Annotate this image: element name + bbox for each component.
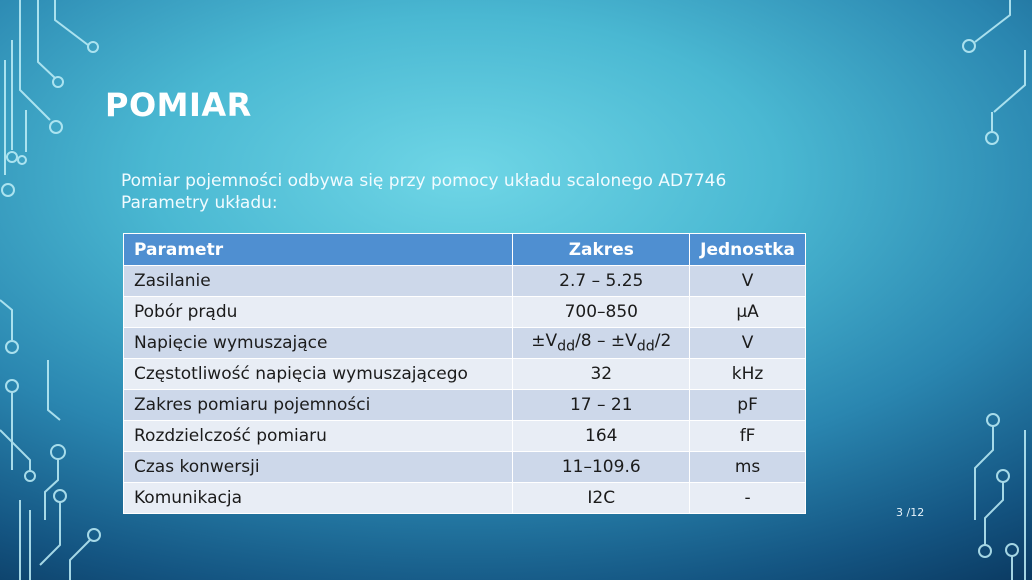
cell-parametr: Napięcie wymuszające [124, 328, 513, 359]
table-row [124, 328, 806, 359]
table-row [124, 266, 806, 297]
header-parametr: Parametr [124, 234, 513, 266]
parameters-table [123, 233, 806, 514]
slide-title: POMIAR [105, 86, 252, 124]
table-row [124, 483, 806, 514]
cell-zakres [513, 328, 690, 359]
page-number: 3 /12 [896, 506, 925, 519]
table-row [124, 421, 806, 452]
header-jednostka: Jednostka [690, 234, 806, 266]
subscript-dd: dd [557, 338, 576, 355]
cell-jednostka: ms [690, 452, 806, 483]
cell-jednostka: V [690, 328, 806, 359]
cell-zakres: 32 [513, 359, 690, 390]
cell-zakres: 164 [513, 421, 690, 452]
table-row [124, 390, 806, 421]
cell-zakres: 700–850 [513, 297, 690, 328]
cell-parametr: Komunikacja [124, 483, 513, 514]
cell-parametr: Częstotliwość napięcia wymuszającego [124, 359, 513, 390]
header-zakres: Zakres [513, 234, 690, 266]
table-row [124, 452, 806, 483]
slide-body-text [121, 170, 726, 214]
subscript-dd: dd [636, 338, 655, 355]
cell-zakres: I2C [513, 483, 690, 514]
cell-parametr: Zakres pomiaru pojemności [124, 390, 513, 421]
cell-jednostka: V [690, 266, 806, 297]
cell-parametr: Zasilanie [124, 266, 513, 297]
cell-parametr: Czas konwersji [124, 452, 513, 483]
parameters-heading: Parametry układu: [121, 193, 278, 213]
zakres-part: /8 – ±V [575, 331, 637, 352]
intro-line: Pomiar pojemności odbywa się przy pomocy układu scalonego AD7746 [121, 171, 727, 191]
zakres-part: /2 [654, 331, 672, 352]
cell-parametr: Pobór prądu [124, 297, 513, 328]
cell-jednostka: pF [690, 390, 806, 421]
cell-jednostka: - [690, 483, 806, 514]
cell-zakres: 17 – 21 [513, 390, 690, 421]
cell-zakres: 2.7 – 5.25 [513, 266, 690, 297]
cell-parametr: Rozdzielczość pomiaru [124, 421, 513, 452]
cell-jednostka: fF [690, 421, 806, 452]
cell-jednostka: kHz [690, 359, 806, 390]
table-row [124, 297, 806, 328]
zakres-part: ±V [531, 331, 558, 352]
table-row [124, 359, 806, 390]
table-header-row [124, 234, 806, 266]
cell-zakres: 11–109.6 [513, 452, 690, 483]
cell-jednostka: μA [690, 297, 806, 328]
